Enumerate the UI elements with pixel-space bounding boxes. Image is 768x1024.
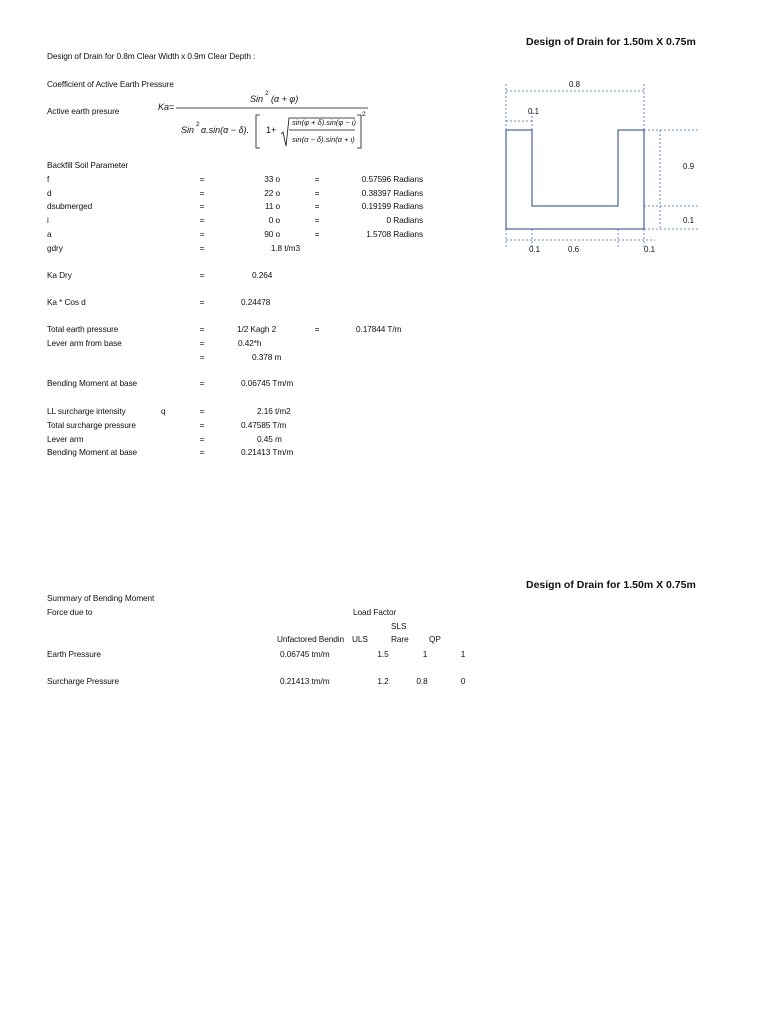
- total-earth-formula: 1/2 Kagh 2: [237, 324, 277, 334]
- bm1-label: Bending Moment at base: [47, 378, 138, 388]
- param-eq2: =: [314, 188, 320, 198]
- row-uls: 1.5: [377, 649, 389, 659]
- active-earth-label: Active earth presure: [47, 106, 120, 116]
- param-symbol: dsubmerged: [47, 201, 93, 211]
- param-eq: =: [199, 243, 205, 253]
- formula-den-mid: α.sin(α − δ).: [201, 125, 250, 135]
- param-value: 0 o: [268, 215, 280, 225]
- param-radians: 1.5708 Radians: [366, 229, 423, 239]
- ka-formula: [150, 82, 380, 154]
- drain-section-diagram: [495, 72, 710, 257]
- ll-eq: =: [199, 406, 205, 416]
- row-uls: 1.2: [377, 676, 389, 686]
- param-eq2: =: [314, 174, 320, 184]
- formula-eq: =: [169, 102, 175, 112]
- row-label: Earth Pressure: [47, 649, 101, 659]
- param-value: 22 o: [264, 188, 280, 198]
- dim-wall-top: 0.1: [528, 107, 540, 116]
- param-value: 90 o: [264, 229, 280, 239]
- col-qp: QP: [429, 634, 441, 644]
- formula-num-sin: Sin: [250, 94, 264, 104]
- lever-arm2-eq: =: [199, 434, 205, 444]
- param-radians: 0.19199 Radians: [361, 201, 423, 211]
- dim-bot-mid: 0.6: [568, 245, 580, 254]
- row-rare: 0.8: [416, 676, 428, 686]
- lever-arm-label: Lever arm from base: [47, 338, 122, 348]
- formula-num-arg: (α + φ): [271, 94, 299, 104]
- coefficient-title: Coefficient of Active Earth Pressure: [47, 79, 174, 89]
- ll-label: LL surcharge intensity: [47, 406, 126, 416]
- param-radians: 0 Radians: [386, 215, 423, 225]
- row-qp: 1: [460, 649, 466, 659]
- param-radians: 0.38397 Radians: [361, 188, 423, 198]
- formula-num-pow: 2: [265, 90, 269, 97]
- drain-section-outline: [506, 130, 644, 229]
- ka-cos-value: 0.24478: [241, 297, 271, 307]
- total-earth-eq: =: [199, 324, 205, 334]
- backfill-title: Backfill Soil Parameter: [47, 160, 129, 170]
- col-rare: Rare: [391, 634, 409, 644]
- lever-arm-formula: 0.42*h: [238, 338, 262, 348]
- row-value: 0.06745 tm/m: [280, 649, 330, 659]
- param-symbol: i: [47, 215, 49, 225]
- ka-cos-label: Ka * Cos d: [47, 297, 86, 307]
- param-value: 1.8 t/m3: [270, 243, 300, 253]
- lever-arm-eq: =: [199, 338, 205, 348]
- total-surcharge-value: 0.47585 T/m: [241, 420, 287, 430]
- param-symbol: d: [47, 188, 52, 198]
- param-eq: =: [199, 229, 205, 239]
- section-subtitle: Design of Drain for 0.8m Clear Width x 0.9m Clear Depth :: [47, 51, 256, 61]
- total-surcharge-label: Total surcharge pressure: [47, 420, 136, 430]
- row-rare: 1: [422, 649, 428, 659]
- lever-arm-eq-b: =: [199, 352, 205, 362]
- param-eq2: =: [314, 215, 320, 225]
- bm1-eq: =: [199, 378, 205, 388]
- lever-arm2-value: 0.45 m: [257, 434, 282, 444]
- param-eq2: =: [314, 229, 320, 239]
- formula-root-top: sin(φ + δ).sin(φ − ι): [292, 118, 356, 127]
- row-qp: 0: [460, 676, 466, 686]
- col-uls: ULS: [352, 634, 368, 644]
- param-symbol: gdry: [47, 243, 63, 253]
- bm2-label: Bending Moment at base: [47, 447, 138, 457]
- ka-cos-eq: =: [199, 297, 205, 307]
- param-radians: 0.57596 Radians: [361, 174, 423, 184]
- formula-root-bot: sin(α − δ).sin(α + ι): [292, 135, 355, 144]
- param-eq2: =: [314, 201, 320, 211]
- ka-dry-label: Ka Dry: [47, 270, 72, 280]
- bm2-value: 0.21413 Tm/m: [241, 447, 294, 457]
- ll-value: 2.16 t/m2: [257, 406, 291, 416]
- summary-title: Summary of Bending Moment: [47, 593, 155, 603]
- total-earth-value: 0.17844 T/m: [356, 324, 402, 334]
- row-label: Surcharge Pressure: [47, 676, 119, 686]
- param-value: 33 o: [264, 174, 280, 184]
- total-surcharge-eq: =: [199, 420, 205, 430]
- param-eq: =: [199, 188, 205, 198]
- sls-label: SLS: [391, 621, 407, 631]
- load-factor-label: Load Factor: [353, 607, 397, 617]
- dim-bot-left: 0.1: [529, 245, 541, 254]
- row-value: 0.21413 tm/m: [280, 676, 330, 686]
- param-symbol: a: [47, 229, 52, 239]
- force-due-label: Force due to: [47, 607, 93, 617]
- dim-top-width: 0.8: [569, 80, 581, 89]
- bm1-value: 0.06745 Tm/m: [241, 378, 294, 388]
- param-eq: =: [199, 174, 205, 184]
- param-symbol: f: [47, 174, 50, 184]
- lever-arm-value: 0.378 m: [252, 352, 282, 362]
- param-value: 11 o: [264, 201, 280, 211]
- page-header-2: Design of Drain for 1.50m X 0.75m: [526, 579, 696, 591]
- page-header: Design of Drain for 1.50m X 0.75m: [526, 36, 696, 48]
- ka-dry-value: 0.264: [252, 270, 273, 280]
- ka-dry-eq: =: [199, 270, 205, 280]
- bm2-eq: =: [199, 447, 205, 457]
- dim-bot-right: 0.1: [644, 245, 656, 254]
- total-earth-eq2: =: [314, 324, 320, 334]
- dim-base: 0.1: [683, 216, 695, 225]
- col-unfactored: Unfactored Bendin: [277, 634, 345, 644]
- formula-den-one: 1+: [266, 125, 277, 135]
- dim-depth: 0.9: [683, 162, 695, 171]
- param-eq: =: [199, 215, 205, 225]
- formula-ka: Ka: [158, 102, 170, 112]
- formula-outer-pow: 2: [362, 111, 366, 118]
- formula-den-pow: 2: [196, 121, 200, 128]
- ll-symbol: q: [161, 406, 166, 416]
- lever-arm2-label: Lever arm: [47, 434, 84, 444]
- param-eq: =: [199, 201, 205, 211]
- total-earth-label: Total earth pressure: [47, 324, 119, 334]
- formula-den-sin: Sin: [181, 125, 195, 135]
